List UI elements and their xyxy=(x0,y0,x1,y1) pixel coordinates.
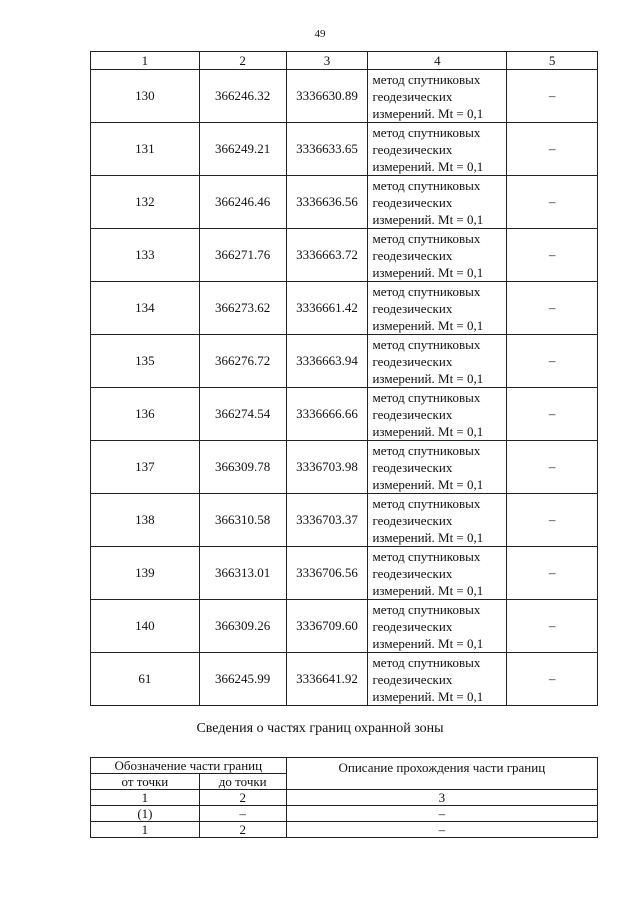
point-number: 132 xyxy=(91,176,200,229)
method-description xyxy=(368,335,507,388)
coordinate-y: 3336663.94 xyxy=(286,335,368,388)
point-number: 137 xyxy=(91,441,200,494)
method-line: измерений. Mt = 0,1 xyxy=(372,582,484,598)
point-number: 139 xyxy=(91,547,200,600)
table-row xyxy=(91,547,598,600)
method-description xyxy=(368,653,507,706)
coordinate-y: 3336663.72 xyxy=(286,229,368,282)
method-description xyxy=(368,600,507,653)
method-line: метод спутниковых xyxy=(372,442,481,458)
section-title: Сведения о частях границ охранной зоны xyxy=(196,721,444,736)
coordinate-y: 3336630.89 xyxy=(286,70,368,123)
note-cell: – xyxy=(507,547,598,600)
note-cell: – xyxy=(507,494,598,547)
method-line: метод спутниковых xyxy=(372,177,481,193)
table-cell: 2 xyxy=(199,790,286,806)
header-from-point: от точки xyxy=(91,774,200,790)
coordinate-x: 366246.32 xyxy=(199,70,286,123)
method-line: геодезических xyxy=(372,512,453,528)
coordinate-x: 366249.21 xyxy=(199,123,286,176)
method-description xyxy=(368,176,507,229)
coordinate-y: 3336703.98 xyxy=(286,441,368,494)
note-cell: – xyxy=(507,282,598,335)
method-line: метод спутниковых xyxy=(372,124,481,140)
method-description xyxy=(368,547,507,600)
table-header-row xyxy=(91,52,598,70)
table-cell: – xyxy=(286,806,597,822)
table-cell: 1 xyxy=(91,790,200,806)
method-description xyxy=(368,388,507,441)
column-header: 1 xyxy=(91,52,200,70)
method-line: геодезических xyxy=(372,300,453,316)
method-line: метод спутниковых xyxy=(372,71,481,87)
coordinate-y: 3336636.56 xyxy=(286,176,368,229)
method-line: геодезических xyxy=(372,565,453,581)
header-boundary-designation: Обозначение части границ xyxy=(91,758,287,774)
method-line: геодезических xyxy=(372,141,453,157)
coordinate-x: 366246.46 xyxy=(199,176,286,229)
coordinate-x: 366245.99 xyxy=(199,653,286,706)
note-cell: – xyxy=(507,123,598,176)
coordinate-y: 3336661.42 xyxy=(286,282,368,335)
method-line: геодезических xyxy=(372,88,453,104)
method-line: геодезических xyxy=(372,194,453,210)
note-cell: – xyxy=(507,70,598,123)
method-line: метод спутниковых xyxy=(372,283,481,299)
method-line: измерений. Mt = 0,1 xyxy=(372,529,484,545)
method-line: геодезических xyxy=(372,406,453,422)
point-number: 131 xyxy=(91,123,200,176)
point-number: 135 xyxy=(91,335,200,388)
method-line: метод спутниковых xyxy=(372,389,481,405)
column-header: 3 xyxy=(286,52,368,70)
table-row xyxy=(91,229,598,282)
note-cell: – xyxy=(507,335,598,388)
coordinate-x: 366271.76 xyxy=(199,229,286,282)
coordinate-x: 366313.01 xyxy=(199,547,286,600)
point-number: 140 xyxy=(91,600,200,653)
method-line: измерений. Mt = 0,1 xyxy=(372,476,484,492)
table-cell: 1 xyxy=(91,822,200,838)
method-line: геодезических xyxy=(372,247,453,263)
method-line: метод спутниковых xyxy=(372,654,481,670)
coordinate-y: 3336703.37 xyxy=(286,494,368,547)
note-cell: – xyxy=(507,229,598,282)
method-line: геодезических xyxy=(372,618,453,634)
table-header-row xyxy=(91,758,598,774)
table-cell: 2 xyxy=(199,822,286,838)
method-description xyxy=(368,229,507,282)
table-number-row xyxy=(91,790,598,806)
method-line: метод спутниковых xyxy=(372,548,481,564)
point-number: 136 xyxy=(91,388,200,441)
boundary-parts-table xyxy=(90,757,598,838)
method-description xyxy=(368,123,507,176)
column-header: 4 xyxy=(368,52,507,70)
table-row xyxy=(91,653,598,706)
method-line: геодезических xyxy=(372,671,453,687)
coordinate-x: 366310.58 xyxy=(199,494,286,547)
method-line: геодезических xyxy=(372,459,453,475)
coordinate-y: 3336706.56 xyxy=(286,547,368,600)
note-cell: – xyxy=(507,388,598,441)
table-cell: – xyxy=(286,822,597,838)
table-row xyxy=(91,822,598,838)
coordinate-y: 3336633.65 xyxy=(286,123,368,176)
table-cell: 3 xyxy=(286,790,597,806)
coordinate-y: 3336641.92 xyxy=(286,653,368,706)
column-header: 2 xyxy=(199,52,286,70)
coordinate-y: 3336709.60 xyxy=(286,600,368,653)
table-row xyxy=(91,70,598,123)
coordinates-table-body xyxy=(91,70,598,706)
method-line: метод спутниковых xyxy=(372,601,481,617)
method-line: геодезических xyxy=(372,353,453,369)
coordinates-table xyxy=(90,51,598,706)
table-row xyxy=(91,176,598,229)
method-description xyxy=(368,70,507,123)
table-row xyxy=(91,282,598,335)
method-line: измерений. Mt = 0,1 xyxy=(372,211,484,227)
header-description: Описание прохождения части границ xyxy=(286,758,597,790)
method-line: измерений. Mt = 0,1 xyxy=(372,105,484,121)
column-header: 5 xyxy=(507,52,598,70)
coordinate-y: 3336666.66 xyxy=(286,388,368,441)
method-description xyxy=(368,494,507,547)
method-line: измерений. Mt = 0,1 xyxy=(372,423,484,439)
coordinate-x: 366273.62 xyxy=(199,282,286,335)
table-row xyxy=(91,388,598,441)
page-number: 49 xyxy=(314,28,326,40)
table-row xyxy=(91,335,598,388)
note-cell: – xyxy=(507,441,598,494)
point-number: 130 xyxy=(91,70,200,123)
method-line: метод спутниковых xyxy=(372,495,481,511)
table-row xyxy=(91,600,598,653)
note-cell: – xyxy=(507,176,598,229)
method-line: измерений. Mt = 0,1 xyxy=(372,635,484,651)
note-cell: – xyxy=(507,600,598,653)
table-row xyxy=(91,806,598,822)
coordinate-x: 366274.54 xyxy=(199,388,286,441)
method-line: метод спутниковых xyxy=(372,336,481,352)
table-cell: (1) xyxy=(91,806,200,822)
method-description xyxy=(368,282,507,335)
table-row xyxy=(91,123,598,176)
method-line: измерений. Mt = 0,1 xyxy=(372,317,484,333)
method-line: измерений. Mt = 0,1 xyxy=(372,264,484,280)
method-line: измерений. Mt = 0,1 xyxy=(372,688,484,704)
point-number: 61 xyxy=(91,653,200,706)
method-description xyxy=(368,441,507,494)
point-number: 133 xyxy=(91,229,200,282)
coordinate-x: 366309.78 xyxy=(199,441,286,494)
table-row xyxy=(91,494,598,547)
table-cell: – xyxy=(199,806,286,822)
coordinate-x: 366309.26 xyxy=(199,600,286,653)
point-number: 138 xyxy=(91,494,200,547)
header-to-point: до точки xyxy=(199,774,286,790)
point-number: 134 xyxy=(91,282,200,335)
coordinate-x: 366276.72 xyxy=(199,335,286,388)
table-row xyxy=(91,441,598,494)
method-line: измерений. Mt = 0,1 xyxy=(372,370,484,386)
method-line: метод спутниковых xyxy=(372,230,481,246)
note-cell: – xyxy=(507,653,598,706)
method-line: измерений. Mt = 0,1 xyxy=(372,158,484,174)
